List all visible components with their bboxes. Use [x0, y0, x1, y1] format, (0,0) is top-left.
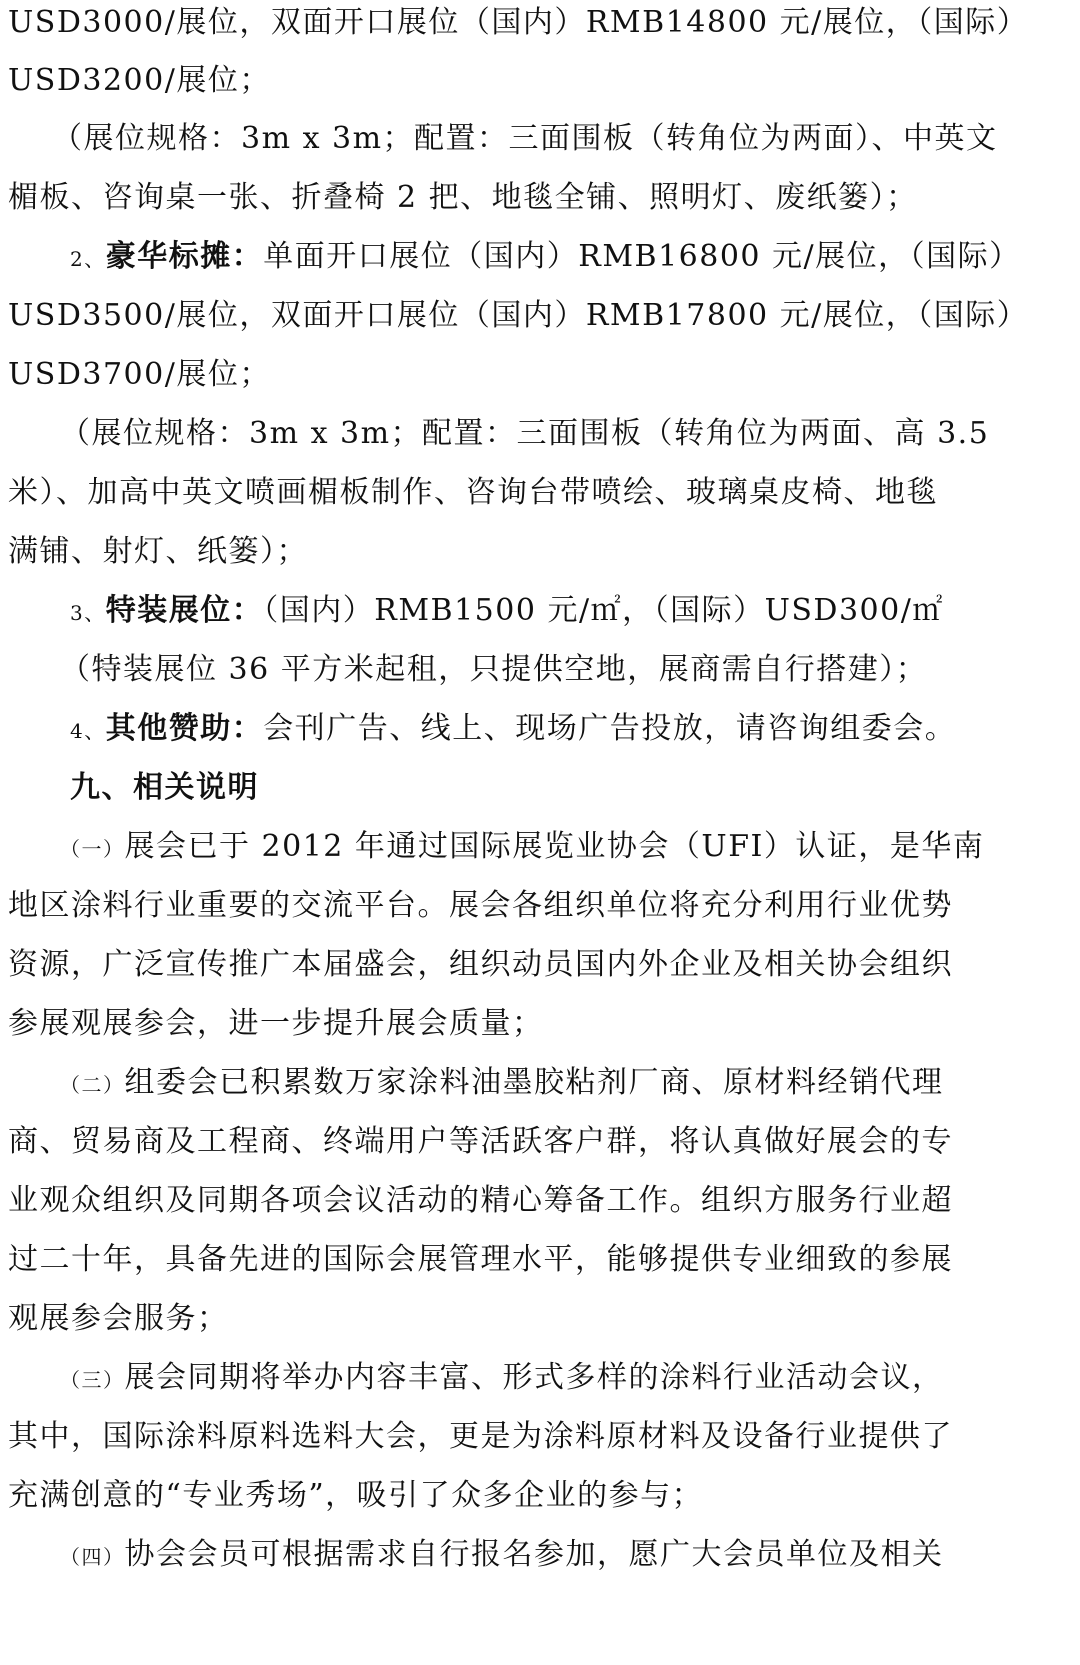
list-item-special-booth — [70, 580, 1072, 642]
line-text: 会刊广告、线上、现场广告投放，请咨询组委会。 — [263, 711, 957, 746]
text-line — [8, 50, 1072, 112]
line-text: USD3700/展位； — [8, 357, 271, 392]
paragraph-number: （三） — [60, 1368, 125, 1392]
line-text: （展位规格：3m x 3m；配置：三面围板（转角位为两面）、中英文 — [52, 121, 998, 156]
text-line — [8, 1229, 1072, 1291]
text-line — [8, 0, 1072, 54]
line-text: 商、贸易商及工程商、终端用户等活跃客户群，将认真做好展会的专 — [8, 1124, 953, 1159]
item-label: 豪华标摊： — [105, 239, 264, 274]
item-label: 其他赞助： — [105, 711, 264, 746]
text-line — [8, 1170, 1072, 1232]
line-text: USD3500/展位，双面开口展位（国内）RMB17800 元/展位，（国际） — [8, 298, 1029, 333]
paragraph-number: （四） — [60, 1545, 125, 1569]
line-text: 业观众组织及同期各项会议活动的精心筹备工作。组织方服务行业超 — [8, 1183, 953, 1218]
text-line — [8, 1465, 1072, 1527]
paragraph-start — [60, 816, 1072, 878]
line-text: 过二十年，具备先进的国际会展管理水平，能够提供专业细致的参展 — [8, 1242, 953, 1277]
line-text: 观展参会服务； — [8, 1301, 229, 1336]
text-line — [8, 1288, 1072, 1350]
line-text: USD3200/展位； — [8, 63, 271, 98]
line-text: 展会同期将举办内容丰富、形式多样的涂料行业活动会议， — [124, 1360, 944, 1395]
line-text: 资源，广泛宣传推广本届盛会，组织动员国内外企业及相关协会组织 — [8, 947, 953, 982]
line-text: 展会已于 2012 年通过国际展览业协会（UFI）认证，是华南 — [124, 829, 985, 864]
line-text: 米）、加高中英文喷画楣板制作、咨询台带喷绘、玻璃桌皮椅、地毯 — [8, 475, 938, 510]
section-title: 九、相关说明 — [70, 770, 259, 805]
text-line — [8, 993, 1072, 1055]
text-line — [8, 462, 1072, 524]
line-text: （展位规格：3m x 3m；配置：三面围板（转角位为两面、高 3.5 — [60, 416, 990, 451]
line-text: 参展观展参会，进一步提升展会质量； — [8, 1006, 544, 1041]
line-text: 充满创意的“专业秀场”，吸引了众多企业的参与； — [8, 1478, 704, 1513]
line-text: USD3000/展位，双面开口展位（国内）RMB14800 元/展位，（国际） — [8, 5, 1029, 40]
line-text: 地区涂料行业重要的交流平台。展会各组织单位将充分利用行业优势 — [8, 888, 953, 923]
line-text: 单面开口展位（国内）RMB16800 元/展位，（国际） — [263, 239, 1021, 274]
line-text: 组委会已积累数万家涂料油墨胶粘剂厂商、原材料经销代理 — [124, 1065, 944, 1100]
list-number: 4、 — [70, 719, 106, 743]
text-line — [8, 1111, 1072, 1173]
paragraph-number: （一） — [60, 837, 125, 861]
paragraph-start — [60, 1052, 1072, 1114]
text-line — [60, 639, 1072, 701]
list-number: 2、 — [70, 247, 106, 271]
list-item-deluxe-booth — [70, 226, 1072, 288]
list-number: 3、 — [70, 601, 106, 625]
line-text: 楣板、咨询桌一张、折叠椅 2 把、地毯全铺、照明灯、废纸篓）； — [8, 180, 918, 215]
line-text: 满铺、射灯、纸篓）； — [8, 534, 308, 569]
text-line — [52, 108, 1072, 170]
text-line — [8, 344, 1072, 406]
item-label: 特装展位： — [105, 593, 264, 628]
section-heading — [70, 757, 1072, 819]
text-line — [8, 1406, 1072, 1468]
line-text: （国内）RMB1500 元/㎡，（国际）USD300/㎡ — [263, 593, 944, 628]
line-text: （特装展位 36 平方米起租，只提供空地，展商需自行搭建）； — [60, 652, 928, 687]
list-item-other-sponsorship — [70, 698, 1072, 760]
text-line — [8, 875, 1072, 937]
paragraph-start — [60, 1347, 1072, 1409]
line-text: 协会会员可根据需求自行报名参加，愿广大会员单位及相关 — [124, 1537, 944, 1572]
paragraph-start — [60, 1524, 1072, 1586]
text-line — [60, 403, 1072, 465]
text-line — [8, 285, 1072, 347]
text-line — [8, 167, 1072, 229]
paragraph-number: （二） — [60, 1073, 125, 1097]
line-text: 其中，国际涂料原料选料大会，更是为涂料原材料及设备行业提供了 — [8, 1419, 953, 1454]
text-line — [8, 934, 1072, 996]
text-line — [8, 521, 1072, 583]
